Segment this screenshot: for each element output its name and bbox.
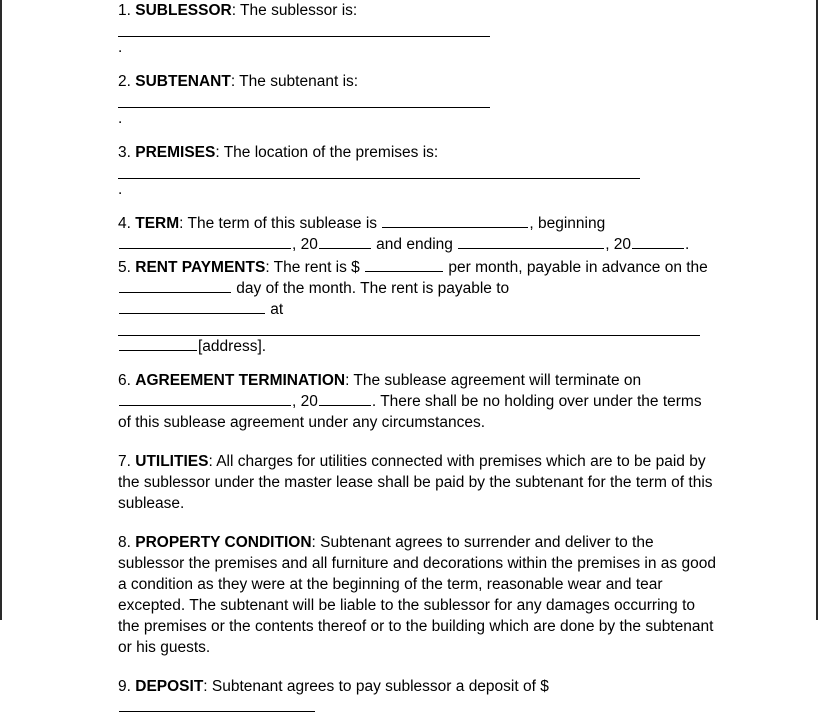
- clause-8-heading: PROPERTY CONDITION: [135, 534, 312, 551]
- clause-5-blank-address-line[interactable]: [118, 320, 700, 336]
- clause-5-line-3: [118, 299, 718, 320]
- clause-3-heading: PREMISES: [135, 144, 216, 161]
- clause-1-number: 1.: [118, 2, 131, 19]
- clause-5-blank-day[interactable]: [119, 278, 231, 293]
- clause-property-condition: [118, 532, 718, 658]
- clause-7-heading: UTILITIES: [135, 453, 209, 470]
- clause-9-heading: DEPOSIT: [135, 678, 204, 695]
- spacer: [118, 433, 718, 451]
- clause-4-number: 4.: [118, 215, 131, 232]
- spacer: [118, 357, 718, 370]
- clause-7-number: 7.: [118, 453, 131, 470]
- clause-4-blank-begin-year[interactable]: [319, 234, 371, 249]
- clause-4-line-1: [118, 213, 718, 234]
- clause-6-line-1: [118, 370, 718, 391]
- clause-5-text-e: [address].: [198, 338, 267, 355]
- clause-6-blank-year[interactable]: [319, 391, 371, 406]
- clause-4-text-a: : The term of this sublease is: [179, 215, 382, 232]
- clause-4-blank-end-date[interactable]: [458, 234, 604, 249]
- clause-4-text-c: , 20: [292, 236, 318, 253]
- clause-5-blank-payee[interactable]: [119, 299, 265, 314]
- clause-3-blank-line[interactable]: [118, 163, 640, 179]
- clause-5-heading: RENT PAYMENTS: [135, 259, 266, 276]
- clause-3-period: .: [118, 181, 123, 198]
- clause-3-number: 3.: [118, 144, 131, 161]
- clause-5-line-4: [118, 336, 718, 357]
- clause-9-number: 9.: [118, 678, 131, 695]
- clause-6-heading: AGREEMENT TERMINATION: [135, 372, 346, 389]
- clause-5-text-b: per month, payable in advance on the: [444, 259, 708, 276]
- clause-4-text-d: and ending: [371, 236, 458, 253]
- clause-1-line: [118, 0, 718, 21]
- clause-5-line-1: [118, 257, 718, 278]
- clause-7-text: : All charges for utilities connected with premises which are to be paid by the sublessor under the master lease shall be paid by the subtenant for the term of this sublease.: [118, 453, 713, 512]
- clause-5-line-2: [118, 278, 718, 299]
- clause-agreement-termination: [118, 370, 718, 433]
- clause-3-line: [118, 142, 718, 163]
- clause-4-blank-end-year[interactable]: [632, 234, 684, 249]
- clause-5-text-c: day of the month. The rent is payable to: [232, 280, 510, 297]
- clause-rent-payments: [118, 257, 718, 357]
- clause-2-heading: SUBTENANT: [135, 73, 231, 90]
- spacer: [118, 658, 718, 676]
- spacer: [118, 200, 718, 213]
- clause-4-heading: TERM: [135, 215, 180, 232]
- clause-8-number: 8.: [118, 534, 131, 551]
- clause-4-text-b: , beginning: [529, 215, 606, 232]
- clause-4-line-2: [118, 234, 718, 255]
- spacer: [118, 58, 718, 71]
- clause-1-period: .: [118, 39, 123, 56]
- clause-4-text-e: , 20: [605, 236, 632, 253]
- clause-5-number: 5.: [118, 259, 131, 276]
- clause-4-blank-begin-date[interactable]: [119, 234, 291, 249]
- clause-6-line-2: [118, 391, 718, 433]
- document-body: [118, 0, 718, 718]
- clause-utilities: [118, 451, 718, 514]
- clause-6-text-a: : The sublease agreement will terminate on: [345, 372, 642, 389]
- clause-6-number: 6.: [118, 372, 131, 389]
- clause-1-text: : The sublessor is:: [231, 2, 358, 19]
- clause-4-blank-term[interactable]: [382, 213, 528, 228]
- clause-9-line: [118, 676, 718, 718]
- clause-term: [118, 213, 718, 255]
- clause-sublessor: [118, 0, 718, 58]
- clause-5-blank-address-cont[interactable]: [119, 336, 197, 351]
- clause-2-line: [118, 71, 718, 92]
- clause-2-blank-line[interactable]: [118, 92, 490, 108]
- clause-5-text-a: : The rent is $: [265, 259, 365, 276]
- spacer: [118, 514, 718, 532]
- clause-6-text-b: , 20: [292, 393, 318, 410]
- clause-deposit: [118, 676, 718, 718]
- clause-7-line: [118, 451, 718, 514]
- clause-2-period: .: [118, 110, 123, 127]
- clause-9-text-a: : Subtenant agrees to pay sublessor a deposit of $: [203, 678, 549, 695]
- clause-premises: [118, 142, 718, 200]
- clause-2-text: : The subtenant is:: [230, 73, 359, 90]
- clause-6-text-c: . There shall be no holding over under the terms of this sublease agreement under any circumstances.: [118, 393, 702, 431]
- clause-5-blank-amount[interactable]: [365, 257, 443, 272]
- page-border-left: [0, 0, 2, 620]
- clause-5-text-d: at: [266, 301, 284, 318]
- clause-1-heading: SUBLESSOR: [135, 2, 232, 19]
- clause-3-text: : The location of the premises is:: [215, 144, 439, 161]
- clause-4-text-f: .: [685, 236, 690, 253]
- clause-2-number: 2.: [118, 73, 131, 90]
- clause-8-line: [118, 532, 718, 658]
- clause-subtenant: [118, 71, 718, 129]
- clause-6-blank-date[interactable]: [119, 391, 291, 406]
- clause-9-blank-deposit[interactable]: [119, 697, 315, 712]
- clause-8-text: : Subtenant agrees to surrender and deliver to the sublessor the premises and all furniture and decorations within the premises in as good a condition as they were at the beginning of the term, reasonable wear and tear excepted. The subtenant will be liable to the sublessor for any damages occurring to the premises or the contents thereof or to the building which are done by the subtenant or his guests.: [118, 534, 716, 656]
- spacer: [118, 129, 718, 142]
- clause-1-blank-line[interactable]: [118, 21, 490, 37]
